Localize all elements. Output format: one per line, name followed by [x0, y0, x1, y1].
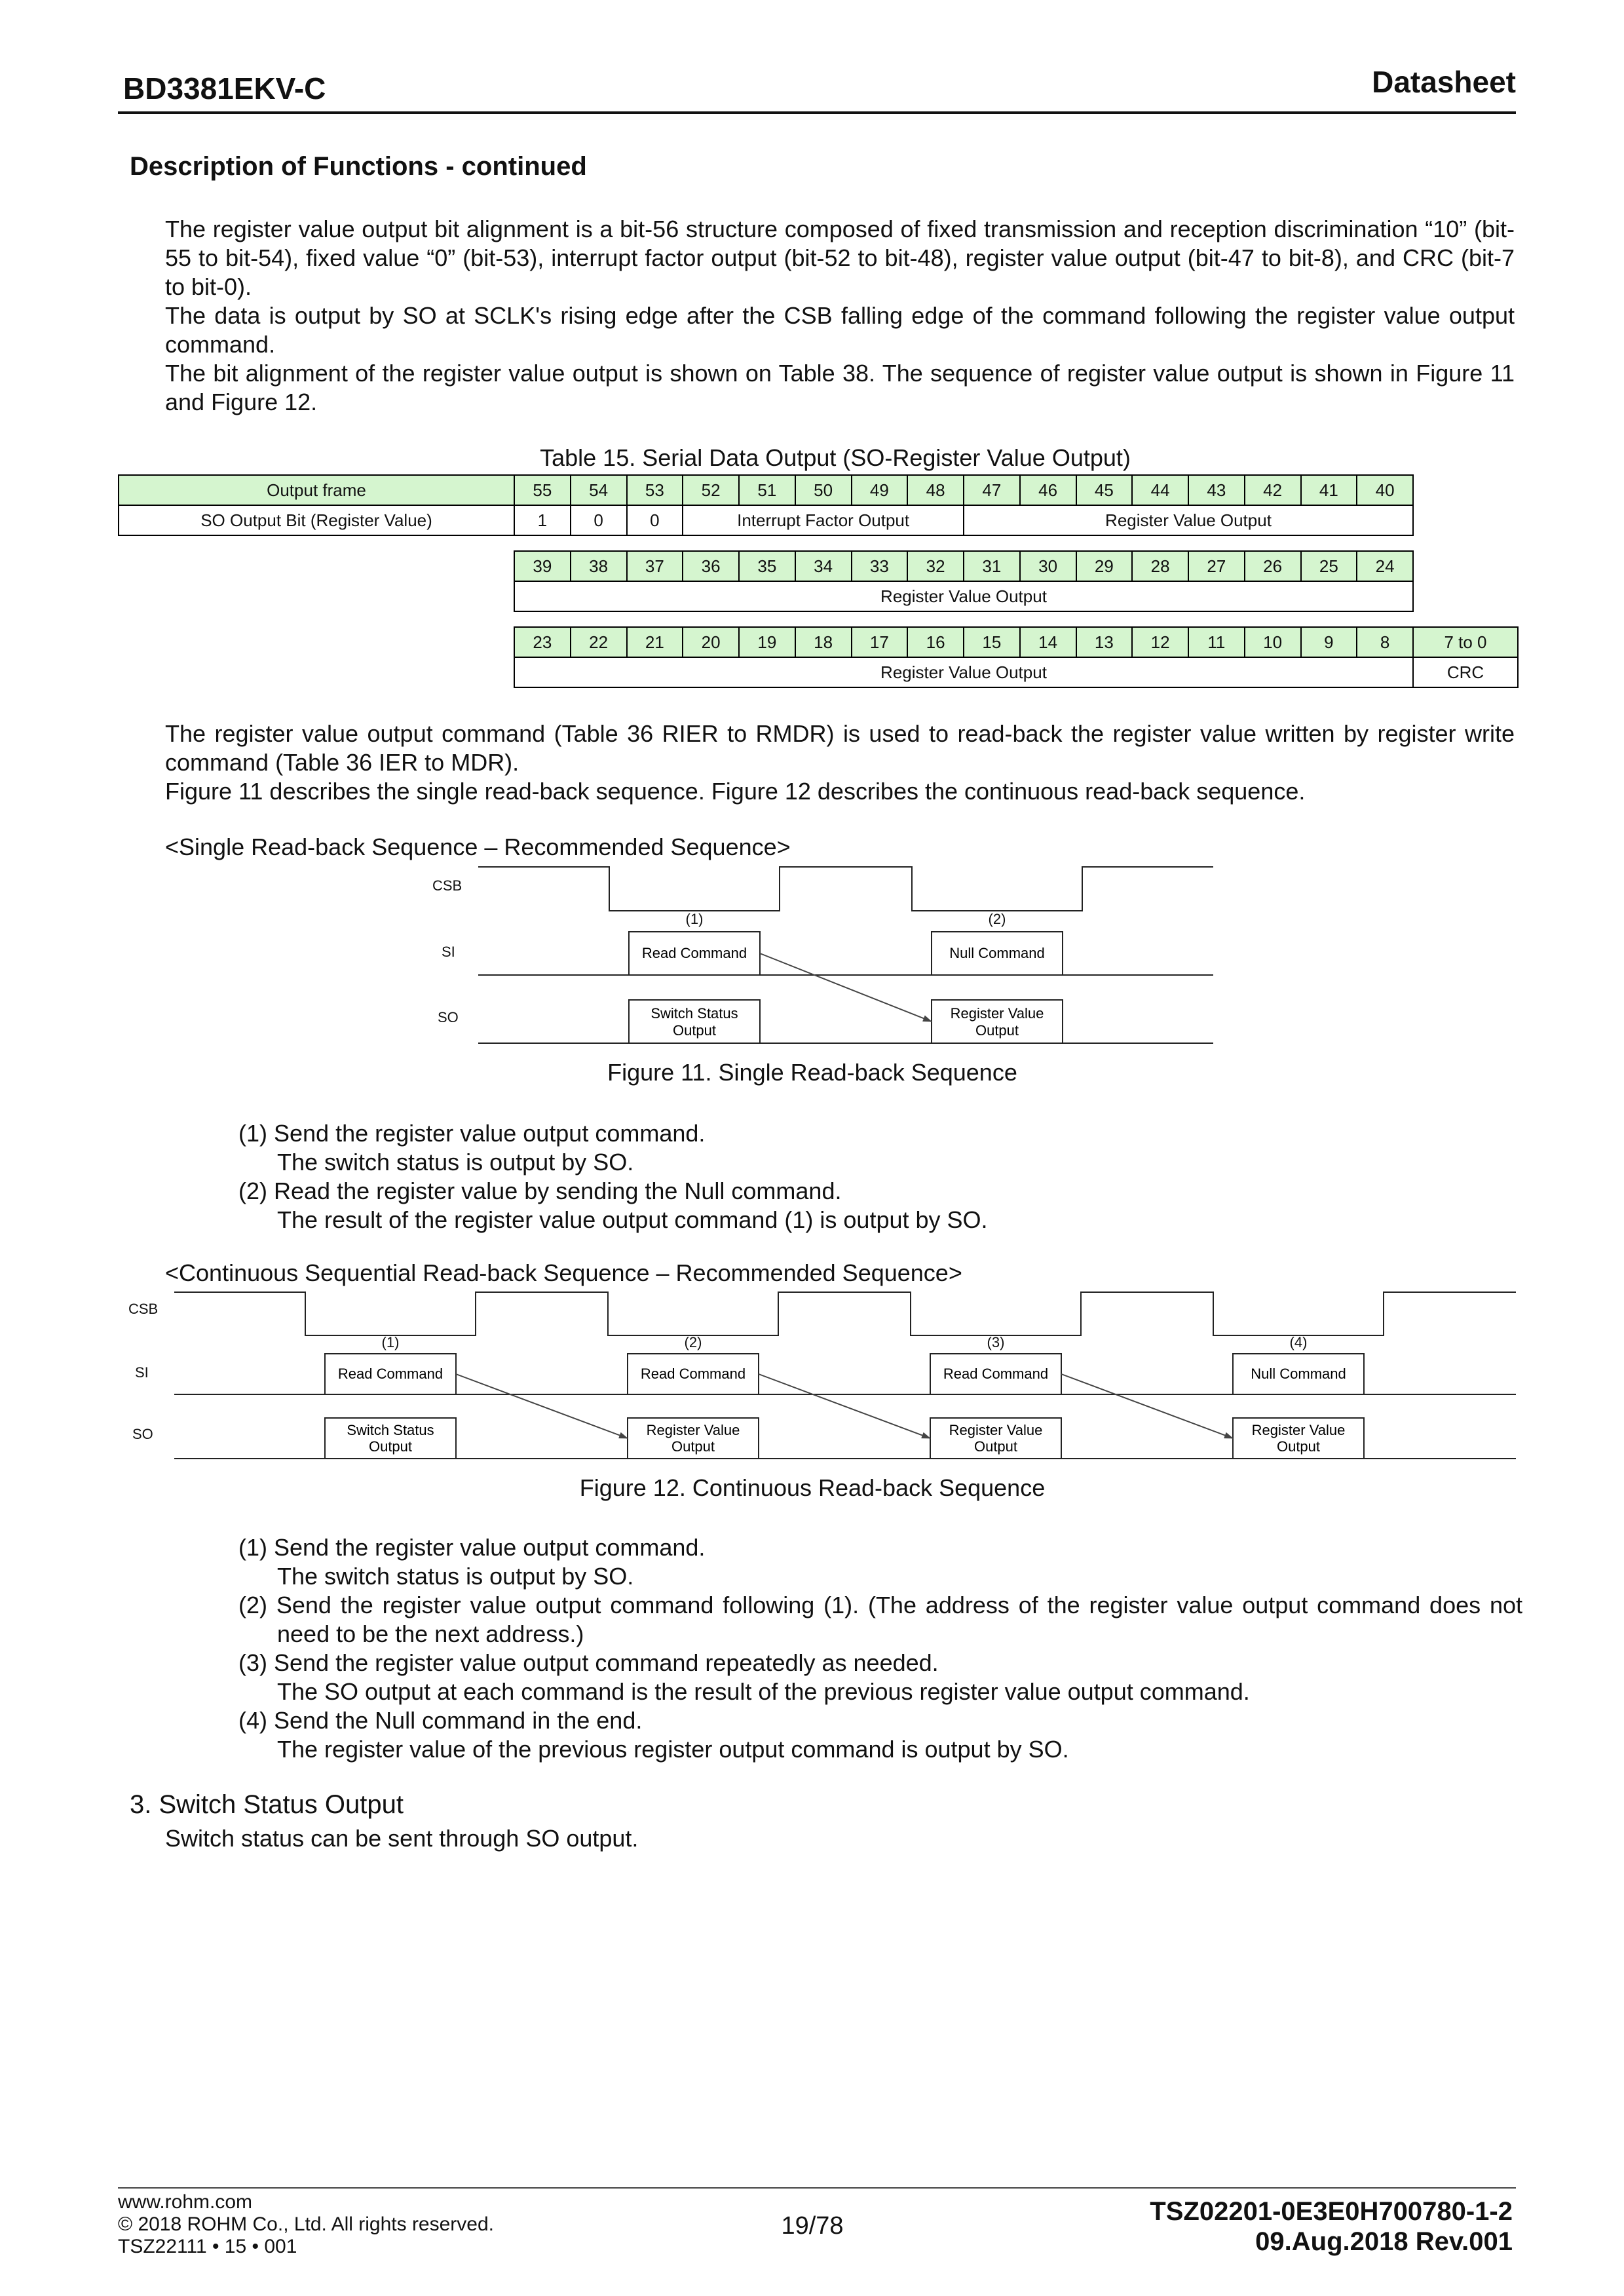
readback-text	[165, 719, 1515, 806]
read-command-label: Read Command	[641, 945, 747, 961]
bit-cell: 28	[1132, 551, 1188, 581]
step-item: (1) Send the register value output command.	[238, 1120, 706, 1147]
switch-status-label-line1: Switch Status	[347, 1422, 434, 1438]
step-item: The result of the register value output command (1) is output by SO.	[277, 1206, 988, 1233]
bit-cell: 49	[852, 475, 908, 505]
bit-cell: 41	[1301, 475, 1357, 505]
register-value-label-line1: Register Value	[646, 1422, 740, 1438]
document-number: TSZ02201-0E3E0H700780-1-2	[1150, 2197, 1513, 2226]
page-number: 19/78	[781, 2212, 844, 2240]
bit-cell: 14	[1020, 627, 1076, 657]
bit-cell: 38	[571, 551, 627, 581]
section-3-title: 3. Switch Status Output	[130, 1790, 404, 1819]
switch-status-label-line2: Output	[368, 1438, 413, 1455]
bit-cell: 34	[795, 551, 852, 581]
bit-cell: 42	[1245, 475, 1301, 505]
bit-cell: 13	[1076, 627, 1133, 657]
register-value-cell: Register Value Output	[964, 505, 1413, 535]
readback-arrow-1	[456, 1374, 628, 1438]
bit-cell: 44	[1132, 475, 1188, 505]
bit-cell: 47	[964, 475, 1020, 505]
switch-status-label-line1: Switch Status	[651, 1005, 738, 1022]
read-command-label: Read Command	[640, 1366, 746, 1382]
switch-status-label-line2: Output	[672, 1022, 717, 1039]
csb-waveform	[174, 1292, 1516, 1335]
step-item: (2) Send the register value output command following (1). (The address of the register value output command does not need to be the next address.)	[238, 1592, 1522, 1647]
bit-cell: 51	[739, 475, 795, 505]
so-label: SO	[132, 1426, 153, 1442]
csb-waveform	[478, 867, 1213, 911]
bit-cell: 50	[795, 475, 852, 505]
step-1-label: (1)	[685, 911, 704, 927]
continuous-sequence-steps	[238, 1533, 1522, 1764]
register-value-label-line2: Output	[975, 1022, 1019, 1039]
bit-cell: 15	[964, 627, 1020, 657]
crc-bits-cell: 7 to 0	[1413, 627, 1518, 657]
bit-cell: 48	[907, 475, 964, 505]
bit-cell: 22	[571, 627, 627, 657]
bit-cell: 19	[739, 627, 795, 657]
single-sequence-title: <Single Read-back Sequence – Recommended Sequence>	[165, 833, 791, 860]
step-item: The SO output at each command is the result of the previous register value output command.	[277, 1678, 1250, 1705]
step-2-label: (2)	[988, 911, 1006, 927]
paragraph-bit-alignment: The register value output bit alignment is a bit-56 structure composed of fixed transmission and reception discrimination “10” (bit-55 to bit-54), fixed value “0” (bit-53), interrupt factor output (bit-52 to bit-48), register value output (bit-47 to bit-8), and CRC (bit-7 to bit-0).	[165, 216, 1515, 300]
bit-cell: 31	[964, 551, 1020, 581]
value-cell: 0	[627, 505, 683, 535]
bit-cell: 45	[1076, 475, 1133, 505]
step-item: The switch status is output by SO.	[277, 1149, 634, 1176]
step-item: The register value of the previous register output command is output by SO.	[277, 1736, 1069, 1763]
bit-cell: 33	[852, 551, 908, 581]
single-readback-timing-diagram	[0, 852, 1624, 1048]
table-caption: Table 15. Serial Data Output (SO-Register Value Output)	[540, 444, 1131, 471]
register-value-label-line1: Register Value	[950, 1005, 1044, 1022]
paragraph-readback-command: The register value output command (Table 36 RIER to RMDR) is used to read-back the register value written by register write command (Table 36 IER to MDR).	[165, 720, 1515, 776]
csb-label: CSB	[128, 1301, 159, 1317]
footer-left	[118, 2191, 494, 2258]
so-output-table-row2	[514, 550, 1414, 612]
value-cell: 0	[571, 505, 627, 535]
so-output-table-row1	[118, 474, 1414, 536]
bit-cell: 37	[627, 551, 683, 581]
step-2-label: (2)	[684, 1334, 702, 1350]
bit-cell: 17	[852, 627, 908, 657]
register-value-cell: Register Value Output	[514, 581, 1413, 611]
section-title: Description of Functions - continued	[130, 152, 587, 181]
bit-cell: 16	[907, 627, 964, 657]
footer-copyright: © 2018 ROHM Co., Ltd. All rights reserved.	[118, 2213, 494, 2235]
intro-text	[165, 215, 1515, 417]
continuous-sequence-title: <Continuous Sequential Read-back Sequence – Recommended Sequence>	[165, 1259, 962, 1286]
bit-cell: 36	[683, 551, 739, 581]
register-value-label-line2: Output	[671, 1438, 715, 1455]
paragraph-table-reference: The bit alignment of the register value output is shown on Table 38. The sequence of register value output is shown in Figure 11 and Figure 12.	[165, 360, 1515, 415]
bit-cell: 40	[1357, 475, 1413, 505]
readback-arrow	[760, 953, 932, 1022]
footer-url[interactable]: www.rohm.com	[118, 2191, 253, 2213]
bit-cell: 46	[1020, 475, 1076, 505]
bit-cell: 18	[795, 627, 852, 657]
bit-cell: 54	[571, 475, 627, 505]
bit-cell: 20	[683, 627, 739, 657]
interrupt-factor-cell: Interrupt Factor Output	[683, 505, 964, 535]
bit-cell: 12	[1132, 627, 1188, 657]
bit-cell: 10	[1245, 627, 1301, 657]
so-label: SO	[438, 1009, 459, 1025]
bit-cell: 53	[627, 475, 683, 505]
header-divider	[118, 111, 1516, 114]
step-item: The switch status is output by SO.	[277, 1563, 634, 1590]
bit-cell: 30	[1020, 551, 1076, 581]
null-command-label: Null Command	[1251, 1366, 1346, 1382]
bit-cell: 35	[739, 551, 795, 581]
si-label: SI	[135, 1364, 149, 1381]
bit-cell: 11	[1188, 627, 1245, 657]
bit-cell: 29	[1076, 551, 1133, 581]
so-output-table-row3	[514, 626, 1519, 688]
value-cell: 1	[514, 505, 571, 535]
bit-cell: 8	[1357, 627, 1413, 657]
step-item: (2) Read the register value by sending the Null command.	[238, 1177, 842, 1204]
register-value-label-line2: Output	[1276, 1438, 1321, 1455]
figure-12-caption: Figure 12. Continuous Read-back Sequence	[579, 1474, 1046, 1501]
so-output-bit-label: SO Output Bit (Register Value)	[119, 505, 514, 535]
continuous-readback-timing-diagram	[0, 1278, 1624, 1468]
revision-date: 09.Aug.2018 Rev.001	[1255, 2227, 1513, 2256]
bit-cell: 21	[627, 627, 683, 657]
si-label: SI	[442, 944, 455, 960]
register-value-label-line1: Register Value	[1251, 1422, 1346, 1438]
step-1-label: (1)	[381, 1334, 400, 1350]
paragraph-figure-reference: Figure 11 describes the single read-back sequence. Figure 12 describes the continuous read-back sequence.	[165, 778, 1306, 805]
register-value-label-line1: Register Value	[949, 1422, 1043, 1438]
csb-label: CSB	[432, 877, 463, 894]
step-item: (4) Send the Null command in the end.	[238, 1707, 643, 1734]
bit-cell: 32	[907, 551, 964, 581]
footer-divider	[118, 2187, 1516, 2189]
null-command-label: Null Command	[949, 945, 1045, 961]
output-frame-label: Output frame	[119, 475, 514, 505]
bit-cell: 23	[514, 627, 571, 657]
bit-cell: 26	[1245, 551, 1301, 581]
section-3-text: Switch status can be sent through SO output.	[165, 1825, 639, 1852]
footer-right	[1150, 2196, 1513, 2257]
register-value-label-line2: Output	[973, 1438, 1018, 1455]
paragraph-data-output: The data is output by SO at SCLK's rising edge after the CSB falling edge of the command following the register value output command.	[165, 302, 1515, 358]
bit-cell: 55	[514, 475, 571, 505]
bit-cell: 24	[1357, 551, 1413, 581]
figure-11-caption: Figure 11. Single Read-back Sequence	[607, 1059, 1017, 1086]
crc-cell: CRC	[1413, 657, 1518, 687]
step-4-label: (4)	[1289, 1334, 1308, 1350]
read-command-label: Read Command	[943, 1366, 1049, 1382]
bit-cell: 39	[514, 551, 571, 581]
step-3-label: (3)	[987, 1334, 1005, 1350]
bit-cell: 9	[1301, 627, 1357, 657]
footer-code: TSZ22111 • 15 • 001	[118, 2236, 297, 2257]
step-item: (3) Send the register value output command repeatedly as needed.	[238, 1649, 939, 1676]
readback-arrow-3	[1061, 1374, 1233, 1438]
bit-cell: 27	[1188, 551, 1245, 581]
bit-cell: 25	[1301, 551, 1357, 581]
single-sequence-steps	[238, 1119, 1522, 1234]
read-command-label: Read Command	[337, 1366, 444, 1382]
document-type-label: Datasheet	[1372, 65, 1516, 99]
readback-arrow-2	[759, 1374, 930, 1438]
register-value-cell: Register Value Output	[514, 657, 1413, 687]
step-item: (1) Send the register value output command.	[238, 1534, 706, 1561]
bit-cell: 43	[1188, 475, 1245, 505]
bit-cell: 52	[683, 475, 739, 505]
document-title: BD3381EKV-C	[123, 71, 326, 105]
